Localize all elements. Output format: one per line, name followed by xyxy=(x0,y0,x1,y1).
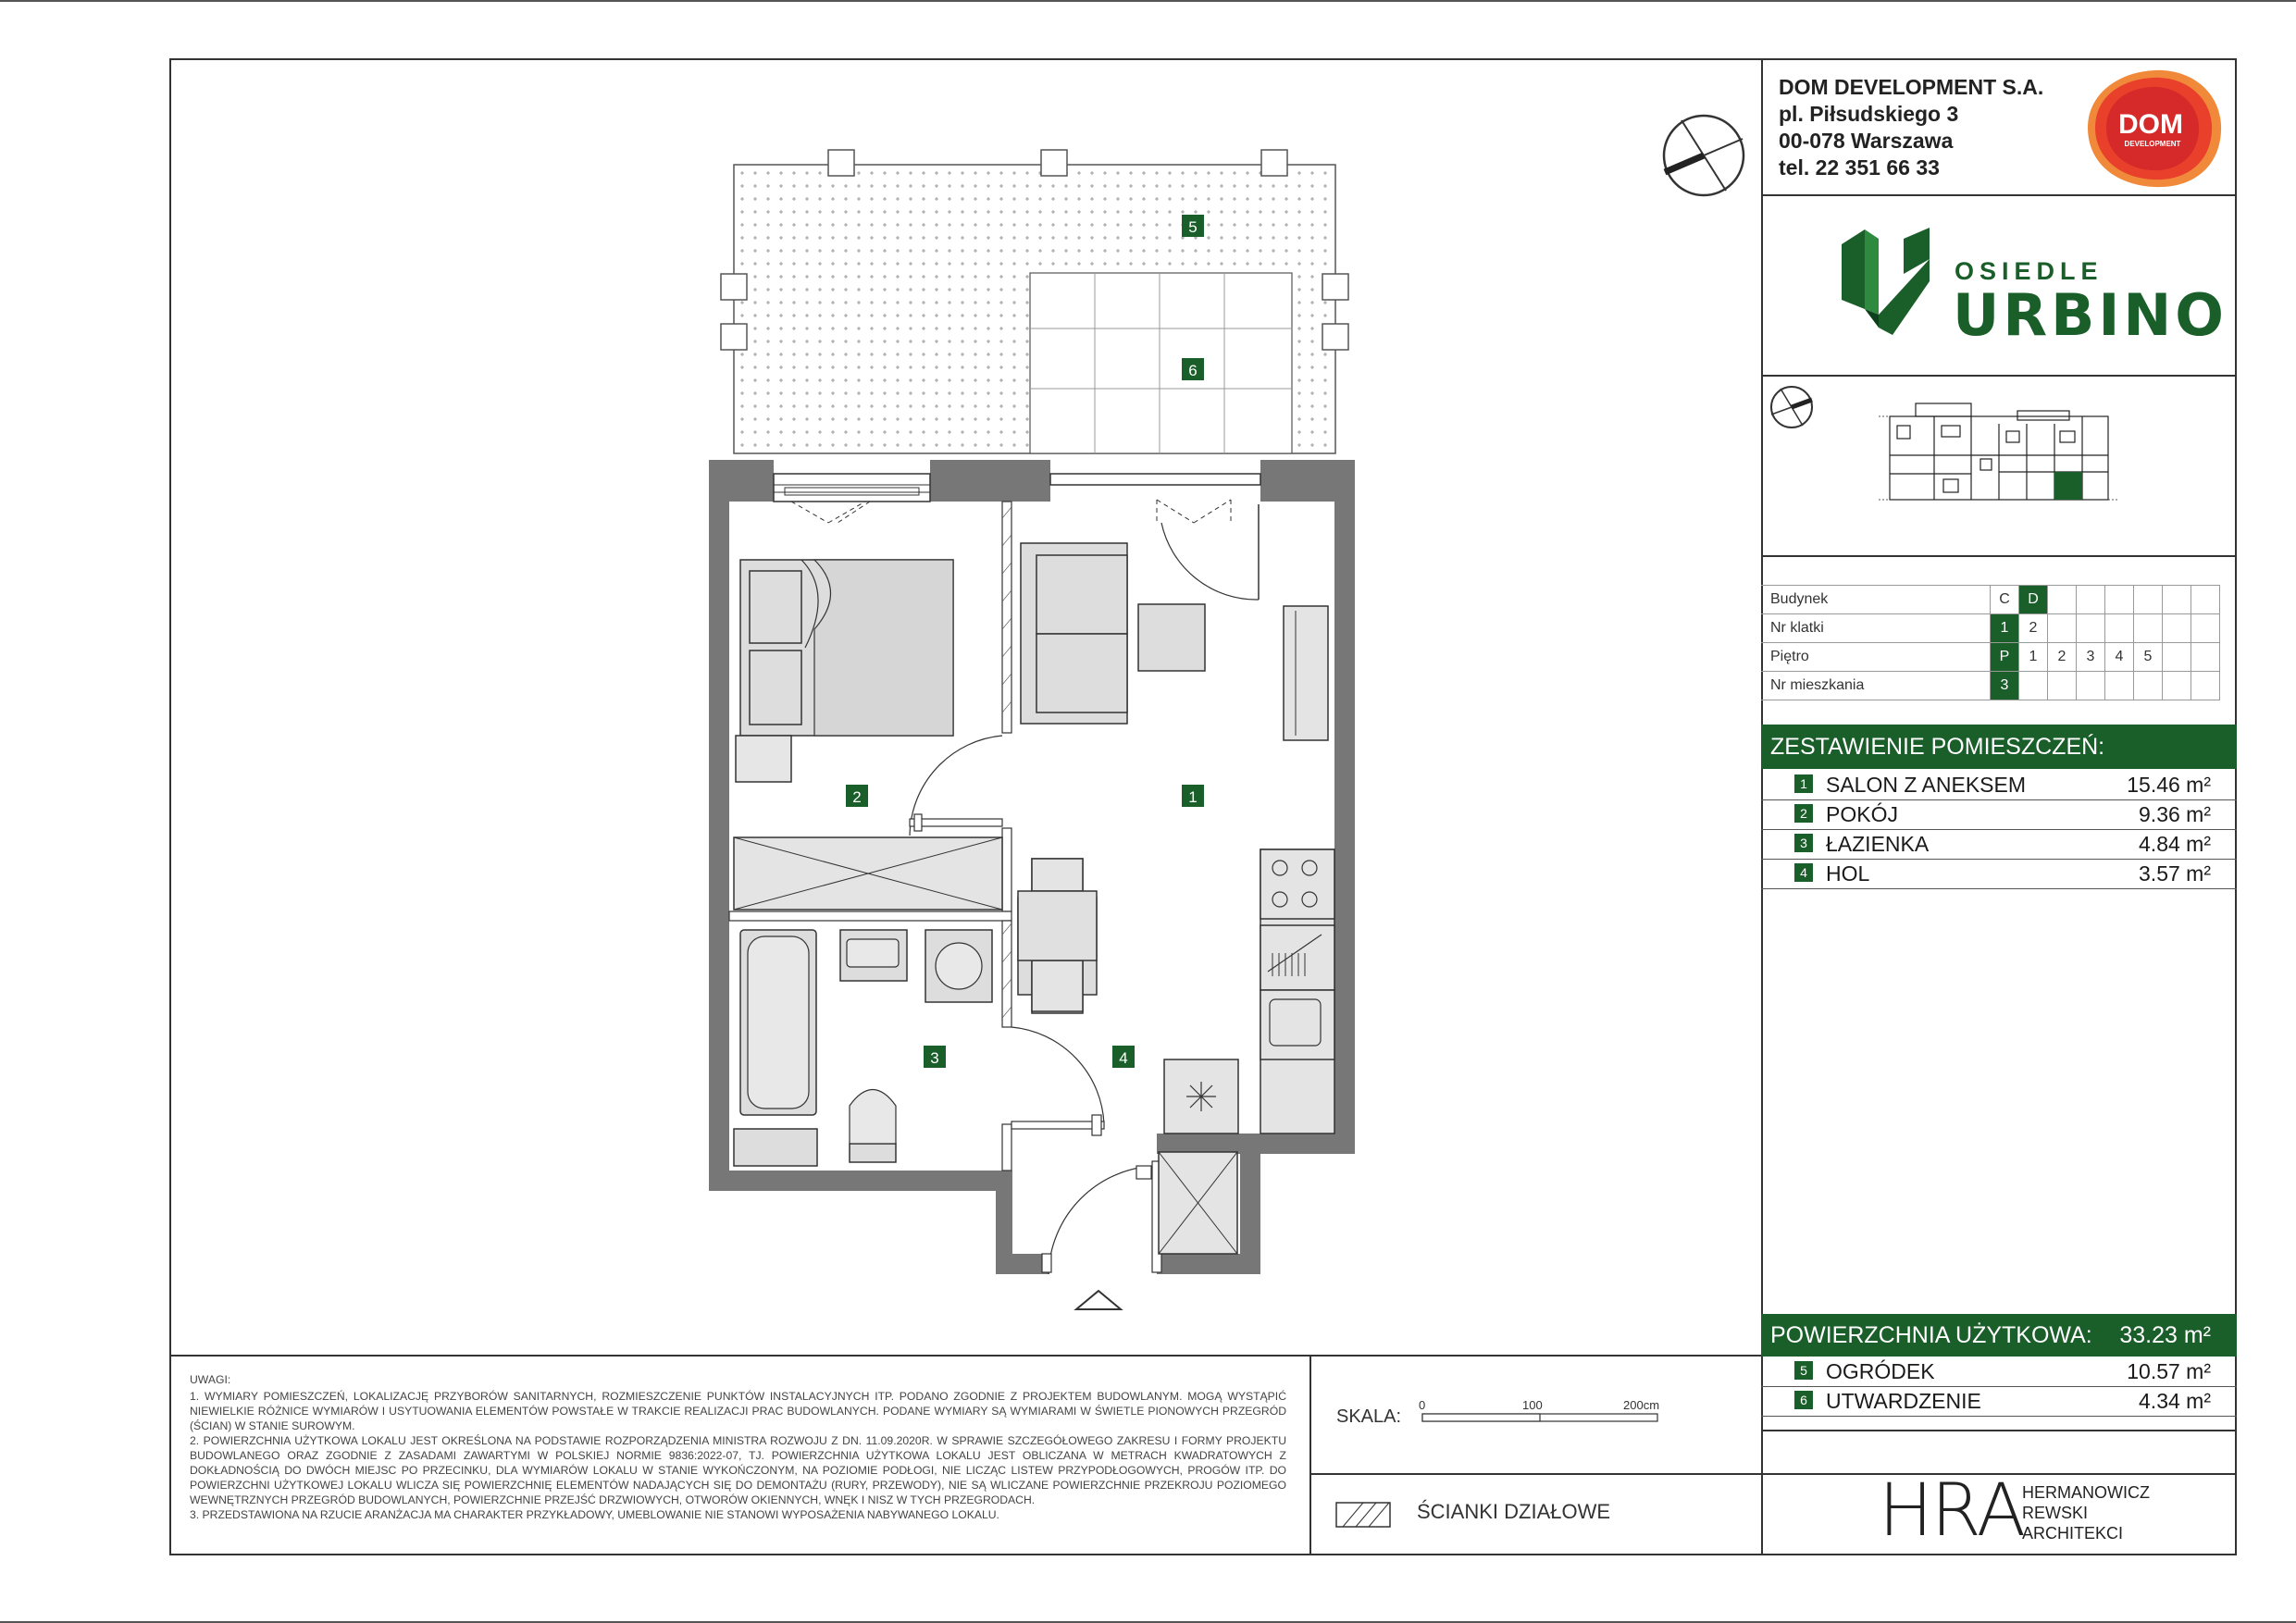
info-cell: 3 xyxy=(1991,672,2019,700)
info-cell: 3 xyxy=(2077,643,2105,672)
company-city: 00-078 Warszawa xyxy=(1779,129,1954,153)
info-cell: P xyxy=(1991,643,2019,672)
info-cell xyxy=(2048,614,2077,643)
company-name: DOM DEVELOPMENT S.A. xyxy=(1779,75,2044,99)
info-cell xyxy=(2048,586,2077,614)
logo-development-text: DEVELOPMENT xyxy=(2124,140,2181,148)
info-cell: C xyxy=(1991,586,2019,614)
estate-line-1: OSIEDLE xyxy=(1955,257,2104,285)
info-cell: D xyxy=(2019,586,2048,614)
total-area-label: POWIERZCHNIA UŻYTKOWA: xyxy=(1770,1322,2092,1348)
room-name: ŁAZIENKA xyxy=(1826,832,1930,856)
plan-label-6: 6 xyxy=(1188,362,1198,379)
panel-rule xyxy=(1761,555,2237,557)
total-area-row xyxy=(1761,1314,2237,1357)
info-cell: 4 xyxy=(2105,643,2134,672)
room-name: SALON Z ANEKSEM xyxy=(1826,773,2027,797)
notes-title: UWAGI: xyxy=(190,1373,231,1386)
partition-wall-legend-icon xyxy=(1335,1502,1391,1528)
room-area: 9.36 m² xyxy=(2139,802,2211,826)
room-area: 4.84 m² xyxy=(2139,832,2211,856)
room-number: 5 xyxy=(1794,1361,1813,1380)
info-cell xyxy=(2163,643,2191,672)
info-row-label: Nr mieszkania xyxy=(1761,672,1991,700)
panel-rule xyxy=(1761,375,2237,377)
building-key-plan xyxy=(1879,398,2119,518)
room-row xyxy=(1761,1357,2237,1387)
room-number: 3 xyxy=(1794,834,1813,852)
info-cell: 1 xyxy=(2019,643,2048,672)
info-cell: 2 xyxy=(2019,614,2048,643)
room-area: 4.34 m² xyxy=(2139,1389,2211,1413)
room-name: HOL xyxy=(1826,861,1870,886)
info-row-label: Piętro xyxy=(1761,643,1991,672)
info-cell xyxy=(2105,614,2134,643)
scale-tick: 100 xyxy=(1522,1398,1543,1412)
info-row xyxy=(1761,614,2220,643)
info-cell xyxy=(2077,614,2105,643)
room-row xyxy=(1761,770,2237,800)
info-cell xyxy=(2163,614,2191,643)
plan-label-5: 5 xyxy=(1188,218,1198,236)
plan-label-3: 3 xyxy=(930,1049,939,1067)
info-cell xyxy=(2191,586,2220,614)
company-street: pl. Piłsudskiego 3 xyxy=(1779,102,1959,126)
info-cell xyxy=(2191,614,2220,643)
room-row xyxy=(1761,799,2237,830)
info-cell xyxy=(2163,586,2191,614)
info-cell: 5 xyxy=(2134,643,2163,672)
compass-small-icon xyxy=(1768,383,1816,431)
company-phone: tel. 22 351 66 33 xyxy=(1779,155,1940,180)
dom-development-logo xyxy=(2082,67,2226,192)
info-cell xyxy=(2163,672,2191,700)
scale-bar xyxy=(1421,1412,1661,1425)
info-row xyxy=(1761,643,2220,672)
info-row xyxy=(1761,586,2220,614)
info-cell xyxy=(2134,672,2163,700)
info-cell xyxy=(2019,672,2048,700)
room-area: 10.57 m² xyxy=(2127,1359,2211,1383)
panel-rule xyxy=(1761,194,2237,196)
estate-line-2: URBINO xyxy=(1953,281,2228,349)
architect-name xyxy=(2022,1482,2150,1543)
info-row-label: Budynek xyxy=(1761,586,1991,614)
info-cell: 1 xyxy=(1991,614,2019,643)
info-cell xyxy=(2105,672,2134,700)
note-item: 2. POWIERZCHNIA UŻYTKOWA LOKALU JEST OKREŚLONA NA PODSTAWIE ROZPORZĄDZENIA MINISTRA ROZWOJU Z DN. 11.09.2020R. W SPRAWIE SZCZEGÓŁOWEGO ZAKRESU I FORMY PROJEKTU BUDOWLANEGO ORAZ ZGODNIE Z ZASADAMI ZAWARTYMI W POLSKIEJ NORMIE 9836:2022-07, TJ. POWIERZCHNIA UŻYTKOWA LOKALU JEST OBLICZANA W METRACH KWADRATOWYCH Z DOKŁADNOŚCIĄ DO DWÓCH MIEJSC PO PRZECINKU, DLA WYMIARÓW LOKALU W STANIE WYKOŃCZONYM, NA POZIOMIE PODŁOGI, NIE LICZĄC LISTEW PRZYPODŁOGOWYCH, PROGÓW ITP. DO POWIERZCHNI UŻYTKOWEJ LOKALU WLICZA SIĘ POWIERZCHNIĘ ELEMENTÓW NADAJĄCYCH SIĘ DO DEMONTAŻU (RURY, PRZEWODY), NIE SĄ WLICZANE POWIERZCHNIE PRZEKROJU POZIOMEGO WEWNĘTRZNYCH PRZEGRÓD BUDOWLANYCH, POWIERZCHNIE PRZEJŚĆ DRZWIOWYCH, OTWORÓW OKIENNYCH, WNĘK I NISZ W TYCH PRZEGRODACH. xyxy=(190,1434,1286,1506)
room-area: 3.57 m² xyxy=(2139,861,2211,886)
plan-label-4: 4 xyxy=(1119,1049,1128,1067)
room-number: 6 xyxy=(1794,1391,1813,1409)
terrace-area xyxy=(1030,273,1292,453)
room-number: 2 xyxy=(1794,804,1813,823)
room-row xyxy=(1761,859,2237,889)
partition-wall-legend-label: ŚCIANKI DZIAŁOWE xyxy=(1417,1500,1611,1523)
architect-logo: HRA xyxy=(1879,1469,2025,1553)
info-row-label: Nr klatki xyxy=(1761,614,1991,643)
total-area-value: 33.23 m² xyxy=(2119,1322,2211,1348)
scale-label: SKALA: xyxy=(1336,1406,1402,1427)
bottom-strip-divider xyxy=(1309,1355,1311,1555)
logo-dom-text: DOM xyxy=(2118,109,2183,140)
note-item: 3. PRZEDSTAWIONA NA RZUCIE ARANŻACJA MA CHARAKTER PRZYKŁADOWY, UMEBLOWANIE NIE STANOWI WYPOSAŻENIA NABYWANEGO LOKALU. xyxy=(190,1508,999,1521)
scale-tick: 200cm xyxy=(1623,1398,1660,1412)
panel-rule xyxy=(1761,1430,2237,1431)
info-cell xyxy=(2134,586,2163,614)
room-row xyxy=(1761,829,2237,860)
plan-label-2: 2 xyxy=(852,788,862,806)
scale-tick: 0 xyxy=(1419,1398,1426,1412)
info-cell xyxy=(2077,672,2105,700)
note-item: 1. WYMIARY POMIESZCZEŃ, LOKALIZACJĘ PRZYBORÓW SANITARNYCH, ROZMIESZCZENIE PUNKTÓW INSTALACYJNYCH ITP. PODANO ZGODNIE Z PROJEKTEM BUDOWLANYM. MOGĄ WYSTĄPIĆ NIEWIELKIE RÓŻNICE WYMIARÓW I USYTUOWANIA ELEMENTÓW POWSTAŁE W TRAKCIE REALIZACJI PRAC BUDOWLANYCH. PODANE WYMIARY SĄ WYMIARAMI W ŚWIETLE PIONOWYCH PRZEGRÓD (ŚCIAN) W STANIE SUROWYM. xyxy=(190,1390,1286,1432)
architect-line-1: HERMANOWICZ xyxy=(2022,1483,2150,1502)
info-row xyxy=(1761,672,2220,700)
room-row xyxy=(1761,1386,2237,1417)
rooms-header: ZESTAWIENIE POMIESZCZEŃ: xyxy=(1761,725,2237,769)
room-name: OGRÓDEK xyxy=(1826,1359,1935,1383)
room-area: 15.46 m² xyxy=(2127,773,2211,797)
room-name: UTWARDZENIE xyxy=(1826,1389,1981,1413)
architect-line-2: REWSKI xyxy=(2022,1504,2089,1522)
unit-info-table xyxy=(1761,585,2220,700)
notes-block xyxy=(190,1372,1286,1522)
room-name: POKÓJ xyxy=(1826,802,1898,826)
bottom-strip-rule xyxy=(169,1355,1761,1357)
plan-label-1: 1 xyxy=(1188,788,1198,806)
room-number: 4 xyxy=(1794,863,1813,882)
info-cell xyxy=(2191,672,2220,700)
room-number: 1 xyxy=(1794,774,1813,793)
urbino-logo-mark xyxy=(1837,226,1934,341)
bottom-strip-rule xyxy=(1309,1473,1761,1475)
company-info xyxy=(1779,74,2043,181)
info-cell xyxy=(2191,643,2220,672)
info-cell xyxy=(2048,672,2077,700)
info-cell: 2 xyxy=(2048,643,2077,672)
info-cell xyxy=(2105,586,2134,614)
info-cell xyxy=(2134,614,2163,643)
info-cell xyxy=(2077,586,2105,614)
architect-line-3: ARCHITEKCI xyxy=(2022,1524,2124,1542)
